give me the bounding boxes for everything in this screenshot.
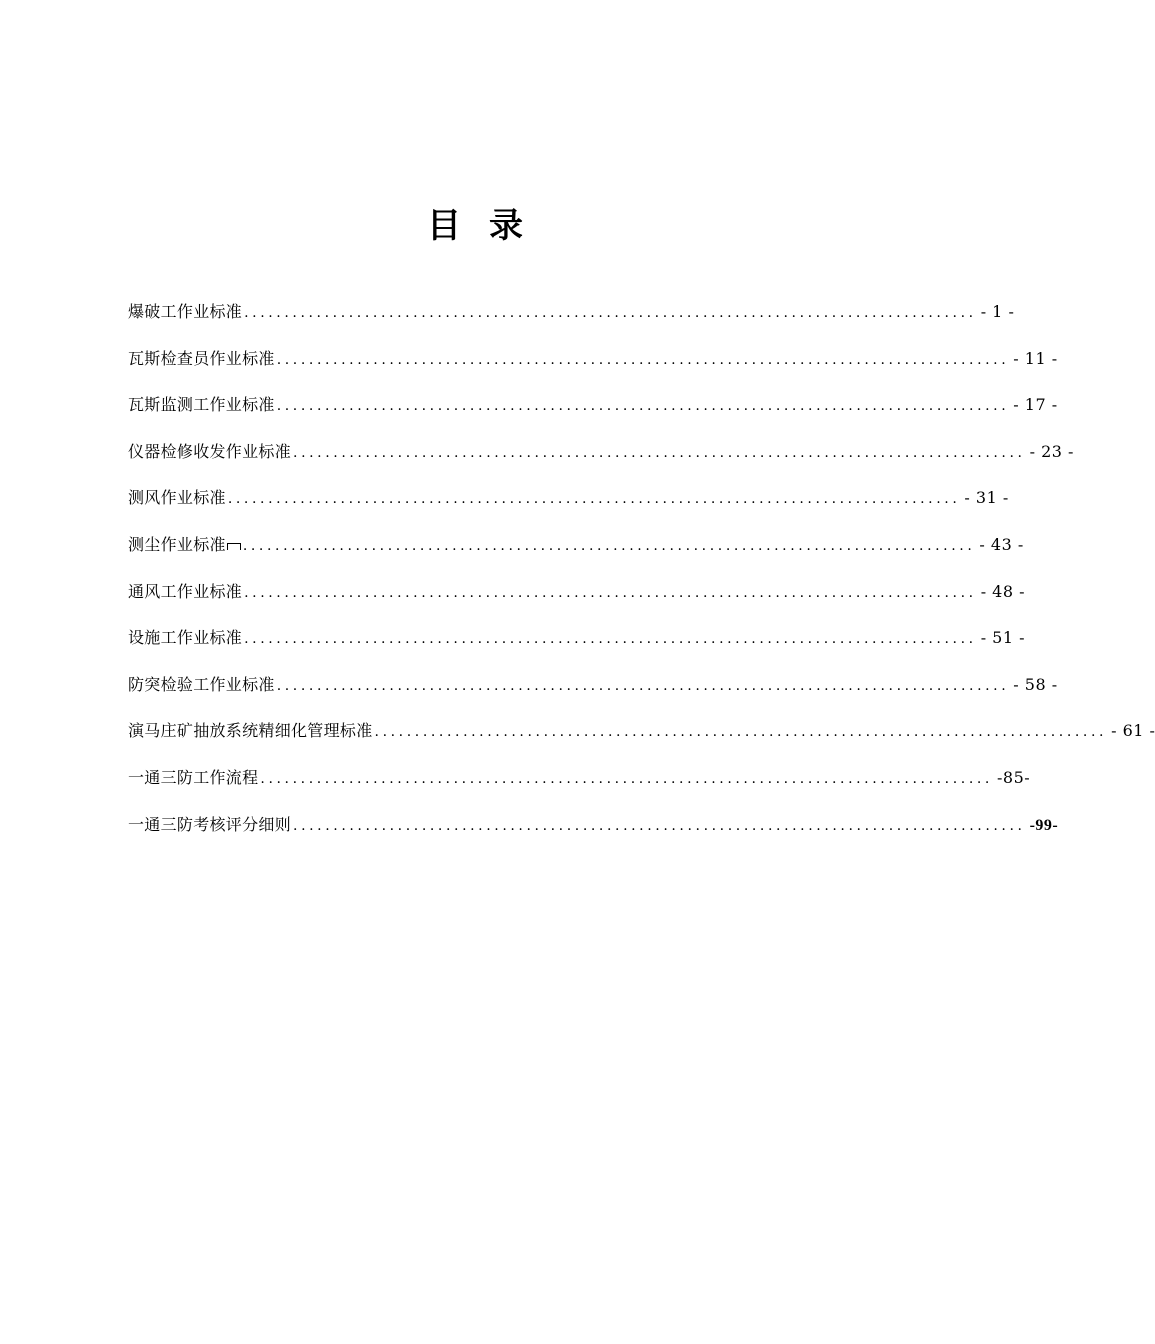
toc-entry-label: 演马庄矿抽放系统精细化管理标准 (128, 721, 373, 741)
toc-entry[interactable] (128, 296, 1015, 343)
title-char-2: 录 (489, 206, 523, 246)
toc-entry[interactable] (128, 576, 1026, 623)
toc-entry[interactable] (128, 669, 1058, 716)
toc-entry-page: - 1 - (980, 302, 1015, 321)
toc-entry-label: 测风作业标准 (128, 488, 226, 508)
toc-entry[interactable] (128, 809, 1059, 856)
toc-entry-label: 爆破工作业标准 (128, 302, 243, 321)
toc-entry-label: 一通三防考核评分细则 (128, 814, 292, 834)
toc-dot-leader: ........................................................................................... (276, 677, 1010, 694)
toc-entry-label (128, 529, 241, 561)
toc-dot-leader: ........................................................................................... (244, 631, 977, 648)
toc-entry-page: -85- (996, 767, 1031, 787)
toc-entry-page: - 17 - (1013, 395, 1058, 415)
toc-entry[interactable] (128, 436, 1074, 483)
toc-dot-leader: ........................................................................................... (293, 444, 1026, 461)
toc-entry-page: - 23 - (1029, 441, 1074, 461)
toc-dot-leader: ........................................................................................... (242, 537, 976, 554)
toc-entry-page: - 48 - (980, 581, 1026, 601)
toc-entry[interactable] (128, 343, 1058, 390)
toc-dot-leader: ........................................................................................... (276, 398, 1010, 415)
bracket-mark-icon (227, 543, 241, 550)
toc-entry-label: 瓦斯监测工作业标准 (128, 395, 275, 415)
toc-entry-page: -99- (1029, 816, 1059, 834)
toc-entry[interactable] (128, 762, 1031, 809)
toc-dot-leader: ........................................................................................... (227, 491, 961, 508)
toc-dot-leader: ........................................................................................... (244, 584, 977, 601)
toc-entry-label: 防突检验工作业标准 (128, 674, 275, 694)
toc-entry-label-text: 测尘作业标准 (128, 534, 226, 554)
table-of-contents (128, 296, 1155, 855)
toc-entry-label: 设施工作业标准 (128, 628, 243, 648)
page-title (0, 198, 950, 254)
toc-entry-page: - 58 - (1013, 674, 1058, 694)
toc-entry[interactable] (128, 715, 1155, 762)
toc-entry-label: 瓦斯检查员作业标准 (128, 348, 275, 368)
title-char-1: 目 (427, 206, 461, 246)
toc-entry-label: 通风工作业标准 (128, 581, 243, 601)
toc-entry-page: - 51 - (980, 628, 1026, 648)
toc-dot-leader: ........................................................................................... (244, 305, 977, 321)
toc-dot-leader: ........................................................................................... (293, 817, 1026, 834)
toc-entry-label: 一通三防工作流程 (128, 767, 259, 787)
toc-dot-leader: ........................................................................................... (260, 770, 993, 787)
toc-entry-page: - 31 - (964, 488, 1009, 508)
toc-entry-label: 仪器检修收发作业标准 (128, 441, 292, 461)
toc-entry-page: - 43 - (979, 534, 1024, 554)
toc-entry-page: - 11 - (1013, 348, 1058, 368)
toc-dot-leader: ........................................................................................... (276, 351, 1010, 368)
toc-entry[interactable] (128, 482, 1009, 529)
toc-entry[interactable] (128, 622, 1026, 669)
toc-entry[interactable] (128, 389, 1058, 436)
toc-entry-page: - 61 - (1111, 721, 1155, 741)
toc-dot-leader: ........................................................................................... (374, 724, 1108, 741)
toc-entry[interactable] (128, 529, 1024, 576)
